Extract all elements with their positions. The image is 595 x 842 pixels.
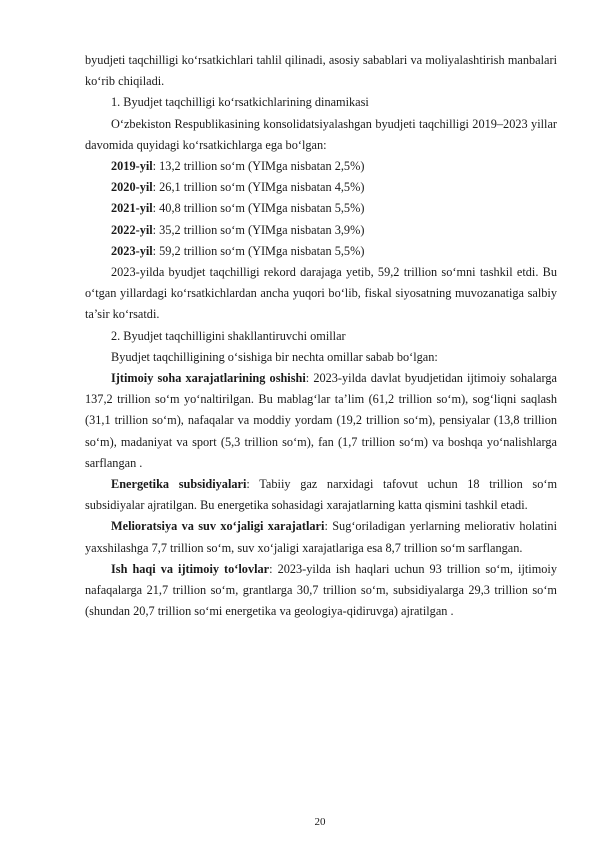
factor-text: : Sug‘oriladigan yerlarning meliorativ holatini yaxshilashga 7,7 trillion so‘m, suv xo‘jaligi xarajatlariga esa 8,7 trillion so‘m sarflangan. [85, 519, 557, 555]
factor-paragraph [85, 474, 557, 516]
factor-paragraph [85, 368, 557, 474]
factor-title: Ish haqi va ijtimoiy to‘lovlar [111, 561, 270, 576]
year-value: : 59,2 trillion so‘m (YIMga nisbatan 5,5%) [152, 243, 365, 258]
year-value: : 26,1 trillion so‘m (YIMga nisbatan 4,5%) [152, 180, 365, 195]
year-item [85, 220, 557, 241]
page-content [85, 50, 557, 622]
year-value: : 35,2 trillion so‘m (YIMga nisbatan 3,9%) [152, 222, 365, 237]
year-label: 2023-yil [111, 243, 153, 258]
year-value: : 13,2 trillion so‘m (YIMga nisbatan 2,5%) [152, 159, 365, 174]
year-item [85, 241, 557, 262]
factor-paragraph [85, 559, 557, 623]
year-label: 2021-yil [111, 201, 153, 216]
year-item [85, 156, 557, 177]
year-label: 2022-yil [111, 222, 153, 237]
year-item [85, 177, 557, 198]
factor-paragraph [85, 516, 557, 558]
factors-intro-paragraph: Byudjet taqchilligining o‘sishiga bir nechta omillar sabab bo‘lgan: [111, 349, 438, 364]
year-label: 2020-yil [111, 180, 153, 195]
year-value: : 40,8 trillion so‘m (YIMga nisbatan 5,5%) [152, 201, 365, 216]
year-item [85, 198, 557, 219]
deficit-intro-paragraph: O‘zbekiston Respublikasining konsolidatsiyalashgan byudjeti taqchilligi 2019–2023 yillar davomida quyidagi ko‘rsatkichlarga ega bo‘lgan: [85, 116, 557, 152]
factor-title: Ijtimoiy soha xarajatlarining oshishi [111, 371, 306, 386]
section-heading-1: 1. Byudjet taqchilligi ko‘rsatkichlarining dinamikasi [111, 95, 369, 110]
factor-title: Melioratsiya va suv xo‘jaligi xarajatlari [111, 519, 325, 534]
factor-text: : Tabiiy gaz narxidagi tafovut uchun 18 trillion so‘m subsidiyalar ajratilgan. Bu energetika sohasidagi xarajatlarning katta qismini tashkil etadi. [85, 477, 558, 513]
intro-paragraph: byudjeti taqchilligi ko‘rsatkichlari tahlil qilinadi, asosiy sabablari va moliyalashtirish manbalari ko‘rib chiqiladi. [85, 53, 557, 89]
year-label: 2019-yil [111, 159, 153, 174]
factor-text: : 2023-yilda ish haqlari uchun 93 trillion so‘m, ijtimoiy nafaqalarga 21,7 trillion so‘m, grantlarga 30,7 trillion so‘m, subsidiyalarga 29,3 trillion so‘m (shundan 20,7 trillion so‘mi energetika va geologiya-qidiruvga) ajratilgan . [85, 561, 557, 619]
page-number: 20 [314, 816, 326, 828]
section-heading-2: 2. Byudjet taqchilligini shakllantiruvchi omillar [111, 328, 346, 343]
factor-text: : 2023-yilda davlat byudjetidan ijtimoiy sohalarga 137,2 trillion so‘m yo‘naltirilgan. Bu mablag‘lar ta’lim (61,2 trillion so‘m), sog‘liqni saqlash (31,1 trillion so‘m), nafaqalar va moddiy yordam (19,2 trillion so‘m), pensiyalar (13,8 trillion so‘m), madaniyat va sport (5,3 trillion so‘m), fan (1,7 trillion so‘m) va boshqa yo‘nalishlarga sarflangan . [85, 371, 557, 470]
record-deficit-paragraph: 2023-yilda byudjet taqchilligi rekord darajaga yetib, 59,2 trillion so‘mni tashkil etdi. Bu o‘tgan yillardagi ko‘rsatkichlardan ancha yuqori bo‘lib, fiskal siyosatning muvozanatiga salbiy ta’sir ko‘rsatdi. [85, 265, 557, 322]
factor-title: Energetika subsidiyalari [111, 477, 247, 492]
